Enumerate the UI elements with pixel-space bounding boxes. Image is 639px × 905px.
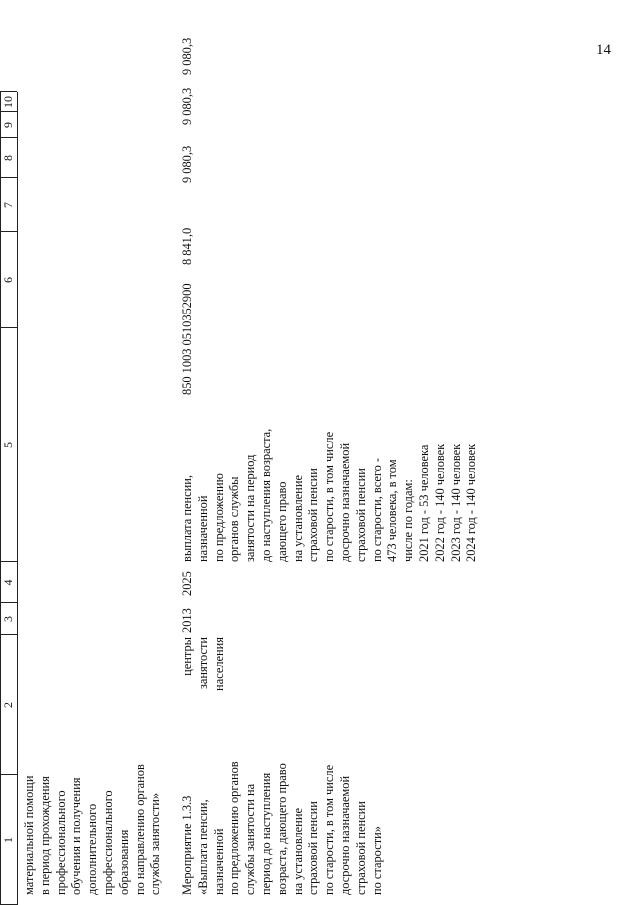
header-col-3: 3 [1, 616, 15, 622]
cell-line: возраста, дающего право [274, 763, 289, 895]
header-col-7: 7 [1, 202, 15, 208]
header-bottom-rule [17, 92, 18, 905]
cell-line: досрочно назначаемой [337, 775, 352, 895]
start-year-cell: 2013 [180, 608, 194, 633]
cell-line: образования [116, 829, 131, 895]
cell-line: выплата пенсии, [180, 475, 194, 562]
header-col-10: 10 [1, 96, 15, 108]
header-col-6: 6 [1, 277, 15, 283]
continuation-row-col1 [22, 764, 164, 895]
cell-line: период до наступления [258, 772, 273, 895]
cell-line: по направлению органов [132, 764, 147, 895]
cell-line: в период прохождения [37, 776, 52, 895]
amount-col7-cell: 8 841,0 [180, 227, 194, 265]
cell-line: занятости [195, 637, 210, 690]
header-col-8: 8 [1, 155, 15, 161]
header-col-2: 2 [1, 702, 15, 708]
cell-line: назначенной [211, 828, 226, 895]
cell-line: Мероприятие 1.3.3 [180, 795, 194, 895]
cell-line: службы занятости на [243, 783, 258, 895]
cell-line: на установление [290, 475, 305, 562]
cell-line: по предложению органов [227, 761, 242, 895]
end-year-cell: 2025 [180, 571, 194, 596]
header-col-9: 9 [1, 122, 15, 128]
result-description-cell [180, 330, 480, 562]
page-number: 14 [596, 42, 611, 58]
cell-line: страховой пенсии [353, 468, 368, 562]
cell-line: 2021 год - 53 человека [416, 444, 431, 562]
amount-col8-cell: 9 080,3 [180, 145, 194, 183]
cell-line: 2022 год - 140 человек [432, 443, 447, 562]
header-col-1: 1 [1, 837, 15, 843]
amount-col10-cell: 9 080,3 [180, 37, 194, 75]
cell-line: занятости на период [243, 454, 258, 562]
cell-line: числе по годам: [401, 479, 416, 562]
cell-line: досрочно назначаемой [337, 442, 352, 562]
executor-cell [180, 637, 227, 705]
cell-line: страховой пенсии [353, 801, 368, 895]
cell-line: профессионального [53, 790, 68, 895]
cell-line: «Выплата пенсии, [195, 799, 210, 895]
cell-line: страховой пенсии [306, 468, 321, 562]
cell-line: обучения и получения [69, 777, 84, 895]
cell-line: по старости, в том числе [322, 431, 337, 562]
cell-line: по старости, всего - [369, 457, 384, 562]
cell-line: центры [180, 637, 194, 676]
cell-line: службы занятости» [148, 792, 163, 895]
cell-line: по предложению [211, 473, 226, 562]
cell-line: дополнительного [85, 803, 100, 895]
header-col-4: 4 [1, 579, 15, 586]
cell-line: материальной помощи [22, 775, 36, 895]
cell-line: 473 человека, в том [385, 459, 400, 562]
cell-line: до наступления возраста, [258, 428, 273, 562]
cell-line: 2023 год - 140 человек [448, 443, 463, 562]
cell-line: на установление [290, 808, 305, 895]
measure-title-cell [180, 761, 385, 895]
cell-line: назначенной [195, 495, 210, 562]
cell-line: дающего право [274, 481, 289, 562]
cell-line: населения [211, 637, 226, 691]
cell-line: страховой пенсии [306, 801, 321, 895]
cell-line: органов службы [227, 476, 242, 562]
header-col-5: 5 [1, 442, 15, 448]
amount-col9-cell: 9 080,3 [180, 87, 194, 125]
budget-code-cell: 850 1003 0510352900 [180, 283, 194, 395]
cell-line: по старости, в том числе [322, 764, 337, 895]
cell-line: 2024 год - 140 человек [464, 443, 479, 562]
cell-line: профессионального [100, 790, 115, 895]
cell-line: по старости» [369, 826, 384, 895]
